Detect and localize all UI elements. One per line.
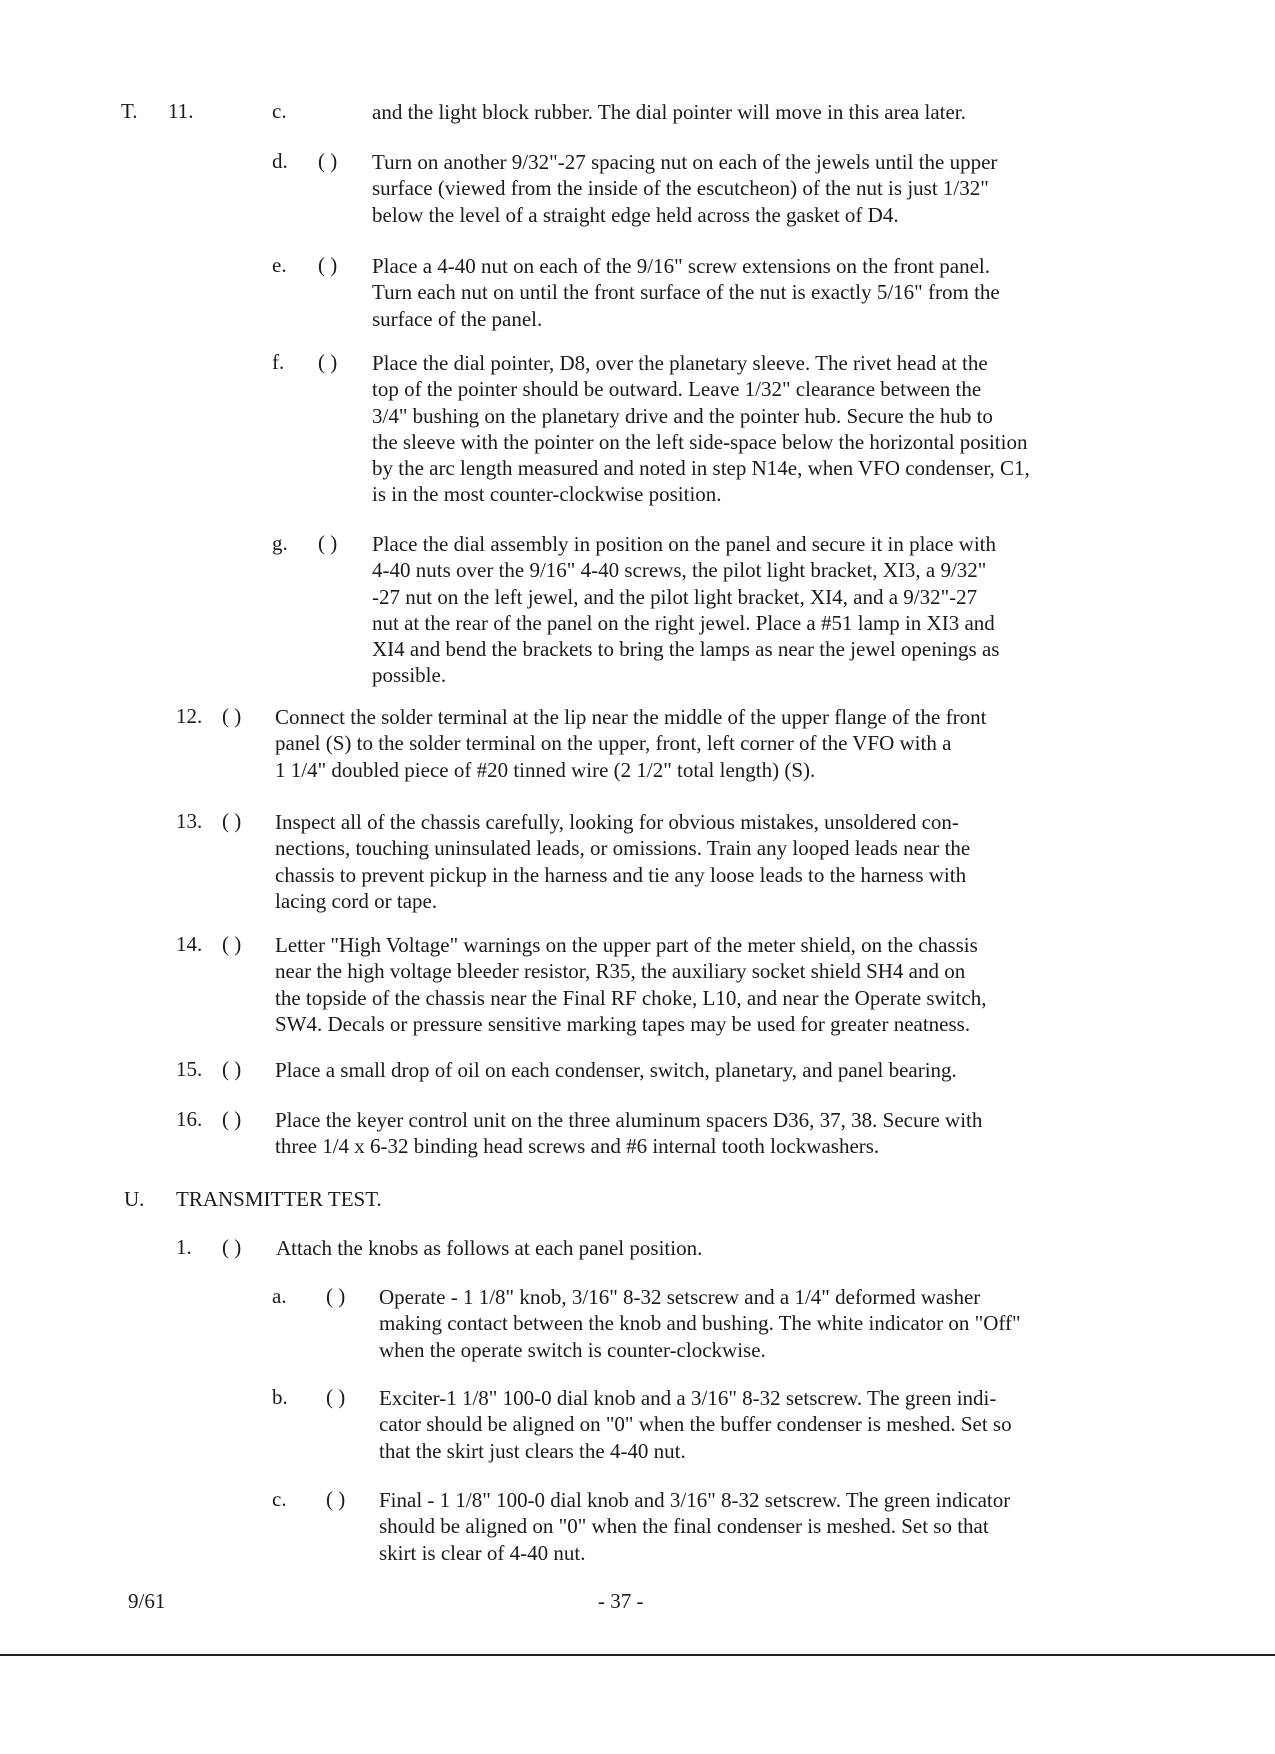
text-line: 4-40 nuts over the 9/16" 4-40 screws, the pilot light bracket, XI3, a 9/32" [372, 558, 987, 583]
item-label: 12. [176, 704, 203, 728]
item-label: 14. [176, 932, 203, 956]
item-label: 16. [176, 1107, 203, 1131]
checkbox-parens[interactable]: ( ) [222, 809, 242, 833]
text-line: top of the pointer should be outward. Leave 1/32" clearance between the [372, 377, 982, 402]
text-line: 3/4" bushing on the planetary drive and the pointer hub. Secure the hub to [372, 403, 993, 428]
section-title: TRANSMITTER TEST. [176, 1187, 382, 1211]
instruction-text [372, 253, 1000, 332]
checkbox-parens[interactable]: ( ) [222, 1235, 242, 1259]
section-letter-t: T. [121, 99, 138, 123]
text-line: the topside of the chassis near the Final RF choke, L10, and near the Operate switch, [275, 985, 987, 1010]
text-line: Place a 4-40 nut on each of the 9/16" screw extensions on the front panel. [372, 254, 990, 278]
bottom-rule [0, 1654, 1275, 1656]
instruction-text [372, 149, 997, 228]
checkbox-parens[interactable]: ( ) [222, 1107, 242, 1131]
text-line: that the skirt just clears the 4-40 nut. [379, 1438, 686, 1463]
text-line: is in the most counter-clockwise position. [372, 482, 722, 507]
text-line: panel (S) to the solder terminal on the upper, front, left corner of the VFO with a [275, 731, 952, 756]
instruction-text [379, 1284, 1021, 1363]
instruction-text [276, 1235, 702, 1261]
checkbox-parens[interactable]: ( ) [326, 1385, 346, 1409]
checkbox-parens[interactable]: ( ) [326, 1284, 346, 1308]
text-line: by the arc length measured and noted in step N14e, when VFO condenser, C1, [372, 456, 1030, 481]
checkbox-parens[interactable]: ( ) [222, 932, 242, 956]
text-line: below the level of a straight edge held across the gasket of D4. [372, 202, 899, 227]
text-line: Place the dial pointer, D8, over the planetary sleeve. The rivet head at the [372, 351, 988, 375]
text-line: Place the keyer control unit on the three aluminum spacers D36, 37, 38. Secure with [275, 1108, 983, 1132]
text-line: three 1/4 x 6-32 binding head screws and #6 internal tooth lockwashers. [275, 1134, 880, 1159]
item-label: e. [272, 253, 287, 277]
text-line: Turn on another 9/32"-27 spacing nut on each of the jewels until the upper [372, 150, 998, 174]
text-line: nut at the rear of the panel on the right jewel. Place a #51 lamp in XI3 and [372, 610, 995, 635]
text-line: surface of the panel. [372, 306, 543, 331]
text-line: Attach the knobs as follows at each panel position. [276, 1236, 703, 1260]
checkbox-parens[interactable]: ( ) [222, 1057, 242, 1081]
checkbox-parens[interactable]: ( ) [318, 149, 338, 173]
checkbox-parens[interactable]: ( ) [326, 1487, 346, 1511]
text-line: near the high voltage bleeder resistor, R35, the auxiliary socket shield SH4 and on [275, 959, 966, 984]
text-line: Operate - 1 1/8" knob, 3/16" 8-32 setscrew and a 1/4" deformed washer [379, 1285, 981, 1309]
item-label: c. [272, 1487, 287, 1511]
instruction-text [372, 350, 1030, 508]
text-line: making contact between the knob and bushing. The white indicator on "Off" [379, 1311, 1021, 1336]
text-line: Connect the solder terminal at the lip near the middle of the upper flange of the front [275, 705, 987, 729]
page-number: - 37 - [598, 1589, 644, 1613]
text-line: and the light block rubber. The dial pointer will move in this area later. [372, 100, 966, 124]
text-line: skirt is clear of 4-40 nut. [379, 1540, 586, 1565]
text-line: Exciter-1 1/8" 100-0 dial knob and a 3/16" 8-32 setscrew. The green indi- [379, 1386, 997, 1410]
text-line: should be aligned on "0" when the final condenser is meshed. Set so that [379, 1514, 989, 1539]
text-line: Place a small drop of oil on each condenser, switch, planetary, and panel bearing. [275, 1058, 957, 1082]
instruction-text [275, 809, 970, 914]
item-label: 1. [176, 1235, 192, 1259]
footer-date: 9/61 [128, 1589, 166, 1613]
text-line: Final - 1 1/8" 100-0 dial knob and 3/16" 8-32 setscrew. The green indicator [379, 1488, 1011, 1512]
checkbox-parens[interactable]: ( ) [318, 253, 338, 277]
text-line: Inspect all of the chassis carefully, looking for obvious mistakes, unsoldered con- [275, 810, 959, 834]
item-label: 15. [176, 1057, 203, 1081]
instruction-text [275, 1057, 957, 1083]
item-label: g. [272, 531, 288, 555]
text-line: possible. [372, 663, 447, 688]
item-label: 13. [176, 809, 203, 833]
text-line: -27 nut on the left jewel, and the pilot light bracket, XI4, and a 9/32"-27 [372, 584, 978, 609]
text-line: XI4 and bend the brackets to bring the lamps as near the jewel openings as [372, 637, 1000, 662]
instruction-text [379, 1385, 1012, 1464]
instruction-text [275, 1107, 982, 1160]
text-line: 1 1/4" doubled piece of #20 tinned wire (2 1/2" total length) (S). [275, 757, 816, 782]
text-line: nections, touching uninsulated leads, or omissions. Train any looped leads near the [275, 836, 971, 861]
text-line: surface (viewed from the inside of the escutcheon) of the nut is just 1/32" [372, 176, 989, 201]
text-line: chassis to prevent pickup in the harness and tie any loose leads to the harness with [275, 862, 967, 887]
instruction-text [379, 1487, 1010, 1566]
text-line: Place the dial assembly in position on the panel and secure it in place with [372, 532, 997, 556]
checkbox-parens[interactable]: ( ) [318, 531, 338, 555]
instruction-text [275, 932, 986, 1037]
text-line: cator should be aligned on "0" when the buffer condenser is meshed. Set so [379, 1412, 1012, 1437]
text-line: SW4. Decals or pressure sensitive marking tapes may be used for greater neatness. [275, 1011, 971, 1036]
instruction-text [275, 704, 986, 783]
item-label: a. [272, 1284, 287, 1308]
item-label: c. [272, 99, 287, 123]
text-line: Turn each nut on until the front surface of the nut is exactly 5/16" from the [372, 280, 1000, 305]
text-line: Letter "High Voltage" warnings on the upper part of the meter shield, on the chassis [275, 933, 978, 957]
text-line: the sleeve with the pointer on the left side-space below the horizontal position [372, 429, 1028, 454]
step-number-11: 11. [168, 99, 194, 123]
item-label: b. [272, 1385, 288, 1409]
text-line: lacing cord or tape. [275, 888, 438, 913]
item-label: d. [272, 149, 288, 173]
checkbox-parens[interactable]: ( ) [318, 350, 338, 374]
instruction-text [372, 531, 999, 689]
checkbox-parens[interactable]: ( ) [222, 704, 242, 728]
instruction-text [372, 99, 966, 125]
item-label: f. [272, 350, 285, 374]
section-letter-u: U. [124, 1187, 145, 1211]
text-line: when the operate switch is counter-clockwise. [379, 1337, 766, 1362]
